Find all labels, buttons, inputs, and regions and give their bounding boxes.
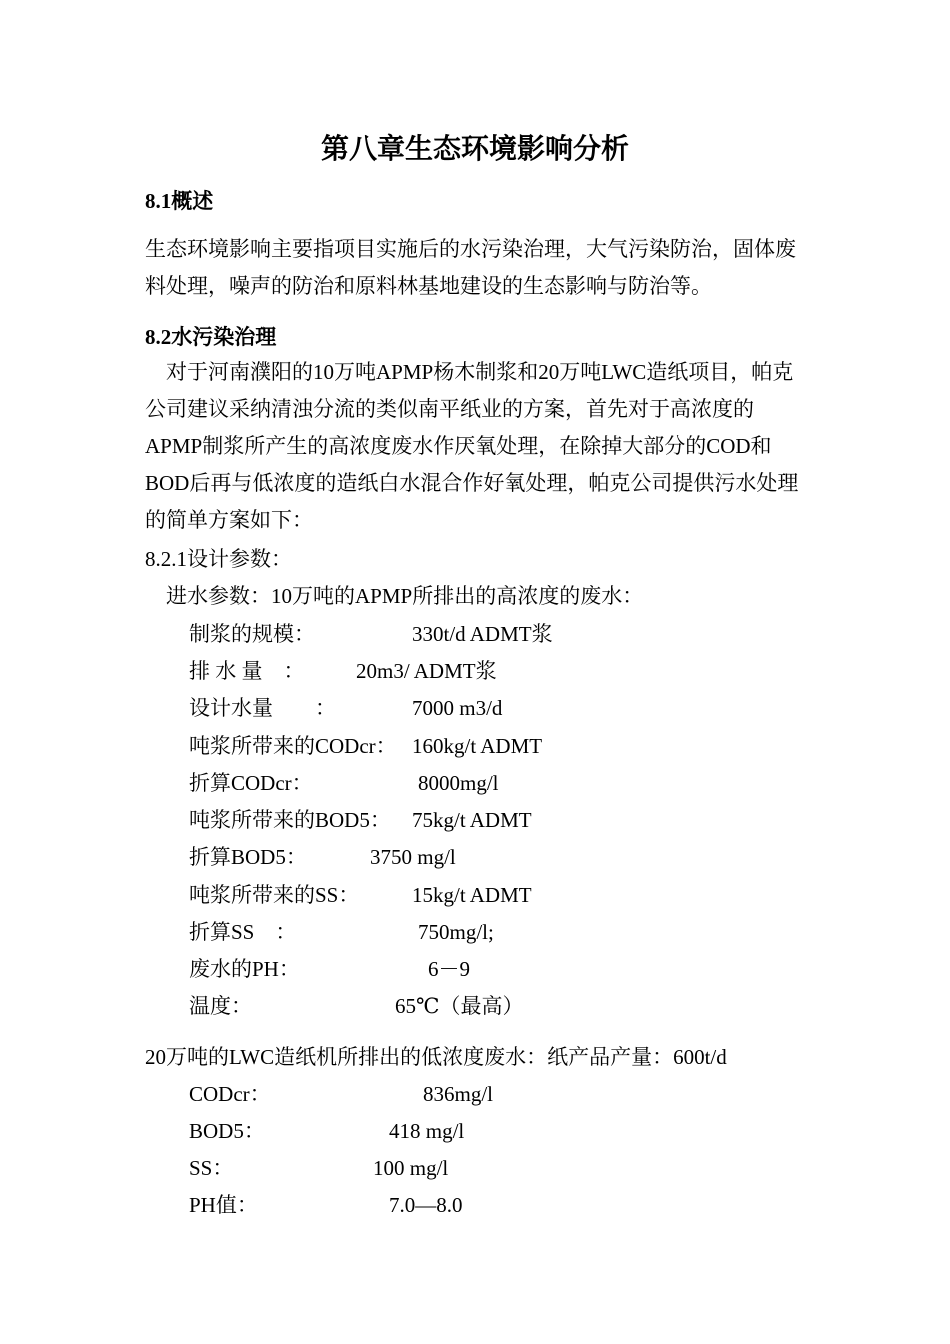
param-label: 折算CODcr： bbox=[189, 771, 313, 795]
section-8-2-heading: 8.2水污染治理 bbox=[145, 325, 277, 349]
param-label: CODcr： bbox=[189, 1082, 271, 1106]
param-value: 100 mg/l bbox=[373, 1156, 449, 1180]
page-title: 第八章生态环境影响分析 bbox=[320, 134, 629, 165]
param-label: 制浆的规模： bbox=[189, 622, 315, 646]
param-label: 吨浆所带来的CODcr： bbox=[189, 734, 397, 758]
section-8-1-heading: 8.1概述 bbox=[145, 189, 214, 213]
section-8-1-paragraph: 生态环境影响主要指项目实施后的水污染治理，大气污染防治，固体废料处理，噪声的防治和原料林基地建设的生态影响与防治等。 bbox=[145, 237, 796, 298]
inflow-heading: 进水参数：10万吨的APMP所排出的高浓度的废水： bbox=[166, 584, 644, 608]
param-label: 设计水量 ： bbox=[189, 696, 336, 720]
param-value: 160kg/t ADMT bbox=[412, 734, 543, 758]
param-value: 7000 m3/d bbox=[412, 696, 503, 720]
param-label: 排 水 量 ： bbox=[189, 659, 305, 683]
param-label: 吨浆所带来的BOD5： bbox=[189, 808, 391, 832]
param-value: 65℃（最高） bbox=[395, 994, 524, 1018]
param-label: 吨浆所带来的SS： bbox=[189, 883, 360, 907]
param-value: 418 mg/l bbox=[389, 1119, 465, 1143]
param-label: 废水的PH： bbox=[189, 957, 300, 981]
param-label: 折算SS ： bbox=[189, 920, 297, 944]
param-value: 6－9 bbox=[428, 957, 470, 981]
param-label: PH值： bbox=[189, 1193, 258, 1217]
param-value: 8000mg/l bbox=[418, 771, 499, 795]
param-label: 温度： bbox=[189, 994, 252, 1018]
param-value: 75kg/t ADMT bbox=[412, 808, 532, 832]
section-8-2-1-heading: 8.2.1设计参数： bbox=[145, 547, 292, 571]
param-value: 3750 mg/l bbox=[370, 845, 456, 869]
param-value: 20m3/ ADMT浆 bbox=[356, 659, 497, 683]
low-concentration-heading: 20万吨的LWC造纸机所排出的低浓度废水：纸产品产量：600t/d bbox=[145, 1045, 727, 1069]
param-label: 折算BOD5： bbox=[189, 845, 307, 869]
section-8-2-paragraph: 对于河南濮阳的10万吨APMP杨木制浆和20万吨LWC造纸项目，帕克公司建议采纳清浊分流的类似南平纸业的方案，首先对于高浓度的APMP制浆所产生的高浓度废水作厌氧处理，在除掉大部分的COD和BOD后再与低浓度的造纸白水混合作好氧处理，帕克公司提供污水处理的简单方案如下： bbox=[145, 360, 799, 532]
param-value: 15kg/t ADMT bbox=[412, 883, 532, 907]
param-label: SS： bbox=[189, 1156, 234, 1180]
param-value: 7.0—8.0 bbox=[389, 1193, 463, 1217]
param-value: 330t/d ADMT浆 bbox=[412, 622, 553, 646]
param-label: BOD5： bbox=[189, 1119, 265, 1143]
param-value: 750mg/l; bbox=[418, 920, 494, 944]
param-value: 836mg/l bbox=[423, 1082, 494, 1106]
